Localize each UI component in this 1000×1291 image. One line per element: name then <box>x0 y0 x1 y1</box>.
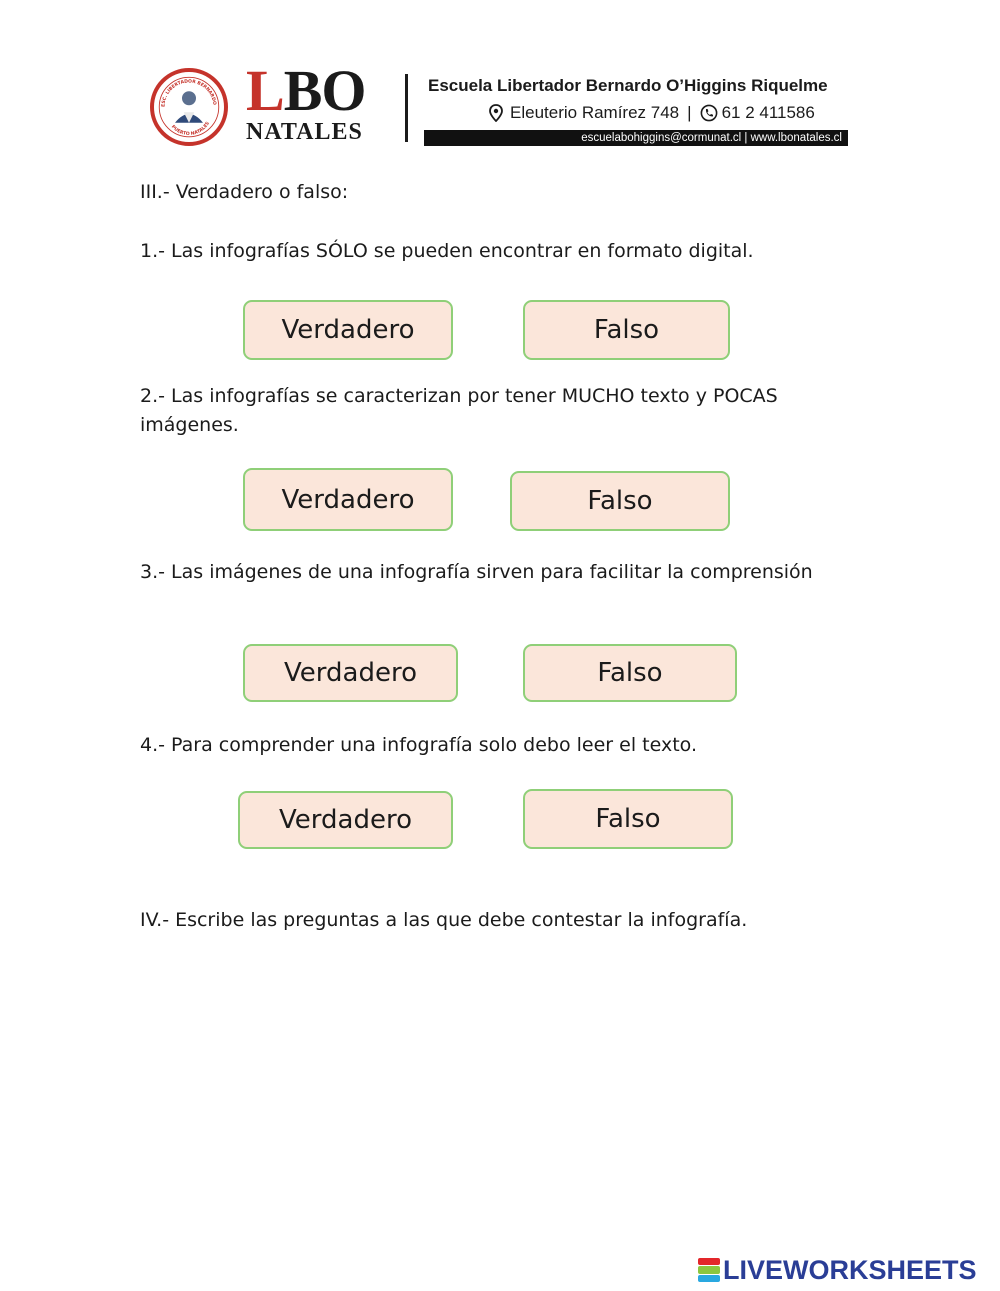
phone-text: 61 2 411586 <box>721 103 815 122</box>
question-4-true-button[interactable]: Verdadero <box>238 791 453 849</box>
phone-icon <box>700 104 716 122</box>
header-divider <box>405 74 408 142</box>
location-pin-icon <box>488 104 504 122</box>
liveworksheets-blocks-icon <box>698 1258 720 1282</box>
lbo-logo <box>246 58 366 123</box>
seal-text-bottom: PUERTO NATALES <box>169 121 211 138</box>
question-1-text: 1.- Las infografías SÓLO se pueden encontrar en formato digital. <box>140 240 754 262</box>
liveworksheets-brand: LIVEWORKSHEETS <box>723 1255 977 1285</box>
address-text: Eleuterio Ramírez 748 <box>510 103 680 122</box>
lbo-logo-rest: BO <box>283 58 366 123</box>
question-3-text: 3.- Las imágenes de una infografía sirven para facilitar la comprensión <box>140 561 813 583</box>
question-4-false-button[interactable]: Falso <box>523 789 733 849</box>
contact-separator: | <box>687 103 692 122</box>
section-iv-title: IV.- Escribe las preguntas a las que debe contestar la infografía. <box>140 909 748 931</box>
seal-text-top: ESC. LIBERTADOR BERNARDO <box>161 79 217 108</box>
question-3-false-button[interactable]: Falso <box>523 644 737 702</box>
school-name: Escuela Libertador Bernardo O’Higgins Riquelme <box>428 76 828 95</box>
contact-line <box>488 103 815 123</box>
question-1-true-button[interactable]: Verdadero <box>243 300 453 360</box>
liveworksheets-logo <box>698 1256 977 1284</box>
section-iii-title: III.- Verdadero o falso: <box>140 181 349 203</box>
question-1-false-button[interactable]: Falso <box>523 300 730 360</box>
question-2-true-button[interactable]: Verdadero <box>243 468 453 531</box>
lbo-logo-l: L <box>246 58 284 123</box>
school-seal-logo <box>150 68 228 146</box>
question-2-text: 2.- Las infografías se caracterizan por tener MUCHO texto y POCAS imágenes. <box>140 385 778 436</box>
natales-logo-text: NATALES <box>246 119 363 145</box>
question-4-text: 4.- Para comprender una infografía solo debo leer el texto. <box>140 734 697 756</box>
contact-web-bar: escuelabohiggins@cormunat.cl | www.lbonatales.cl <box>424 130 848 146</box>
question-2-false-button[interactable]: Falso <box>510 471 730 531</box>
seal-graphic <box>154 72 224 142</box>
question-3-true-button[interactable]: Verdadero <box>243 644 458 702</box>
